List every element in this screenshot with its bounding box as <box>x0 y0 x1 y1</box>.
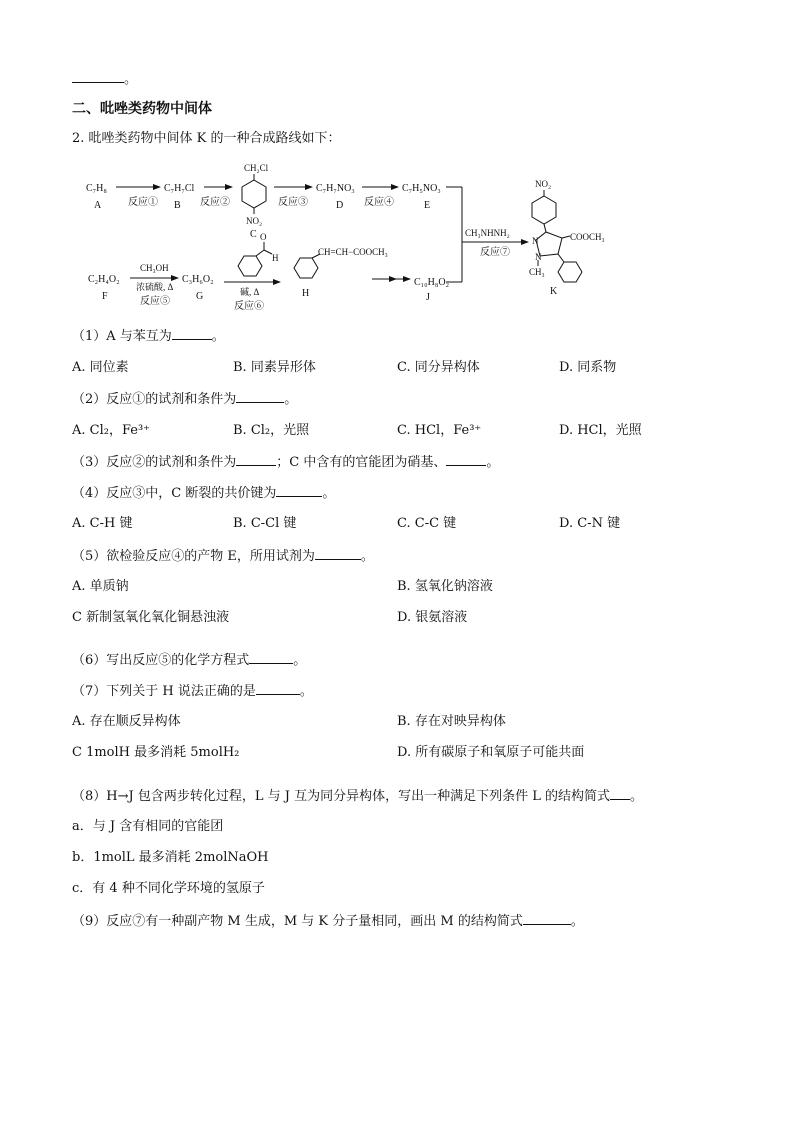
compound-b-label: B <box>174 200 181 211</box>
reaction-6-label: 反应⑥ <box>234 301 264 312</box>
compound-e-formula: C₇H₅NO₃ <box>402 183 441 194</box>
q1-option-d[interactable]: D. 同系物 <box>559 360 617 375</box>
compound-k-ester: COOCH₃ <box>570 232 605 242</box>
benzene-ring-h <box>294 258 318 278</box>
question-part-3: （3）反应②的试剂和条件为 ；C 中含有的官能团为硝基、 。 <box>72 455 500 470</box>
q7-option-a[interactable]: A. 存在顺反异构体 <box>72 714 181 729</box>
question-part-6: （6）写出反应⑤的化学方程式 。 <box>72 653 307 668</box>
q1-option-a[interactable]: A. 同位素 <box>72 360 129 375</box>
compound-k-n2: N <box>535 252 542 262</box>
q8-condition-a: a．与 J 含有相同的官能团 <box>72 819 224 834</box>
q2-option-c[interactable]: C. HCl，Fe³⁺ <box>397 423 482 438</box>
q4-option-a[interactable]: A. C-H 键 <box>72 516 133 531</box>
q2-option-a[interactable]: A. Cl₂，Fe³⁺ <box>72 423 151 438</box>
question-part-8: （8）H→J 包含两步转化过程，L 与 J 互为同分异构体，写出一种满足下列条件 L 的结构简式 。 <box>72 789 643 804</box>
answer-blank <box>315 547 361 560</box>
compound-g-formula: C₃H₆O₂ <box>182 274 214 285</box>
answer-blank <box>446 453 486 466</box>
reaction-5-label: 反应⑤ <box>140 296 170 307</box>
reaction-3-label: 反应③ <box>278 197 308 208</box>
reaction-6-condition: 碱, Δ <box>240 287 260 297</box>
reaction-5-reagent: CH₃OH <box>140 263 169 273</box>
q5-option-a[interactable]: A. 单质钠 <box>72 579 129 594</box>
q4-option-b[interactable]: B. C-Cl 键 <box>233 516 297 531</box>
benzene-ring-k-top <box>532 196 556 224</box>
question-number: 2. <box>72 131 85 146</box>
q4-option-c[interactable]: C. C-C 键 <box>397 516 457 531</box>
compound-d-formula: C₇H₇NO₃ <box>316 183 355 194</box>
answer-blank <box>72 70 124 83</box>
q8-condition-c: c．有 4 种不同化学环境的氢原子 <box>72 881 265 896</box>
benzaldehyde-ring <box>238 256 262 276</box>
answer-blank <box>523 912 571 925</box>
compound-c-ch2cl: CH₂Cl <box>244 163 269 173</box>
benzene-ring-c <box>242 180 266 208</box>
compound-c-no2: NO₂ <box>246 216 263 226</box>
compound-j-label: J <box>426 292 430 303</box>
top-answer-line: 。 <box>72 70 137 89</box>
q5-option-b[interactable]: B. 氢氧化钠溶液 <box>397 579 493 594</box>
q7-option-d[interactable]: D. 所有碳原子和氧原子可能共面 <box>397 745 585 760</box>
answer-blank <box>236 453 276 466</box>
answer-blank <box>276 484 322 497</box>
compound-f-formula: C₂H₄O₂ <box>88 274 120 285</box>
reaction-7-reagent: CH₃NHNH₂ <box>465 228 510 238</box>
q2-option-d[interactable]: D. HCl，光照 <box>559 423 642 438</box>
answer-blank <box>256 682 300 695</box>
reaction-4-label: 反应④ <box>364 197 394 208</box>
benzene-ring-k-bottom <box>558 262 582 282</box>
question-part-5: （5）欲检验反应④的产物 E，所用试剂为 。 <box>72 549 374 564</box>
aldehyde-oxygen: O <box>260 232 267 242</box>
q4-option-d[interactable]: D. C-N 键 <box>559 516 621 531</box>
compound-e-label: E <box>424 200 431 211</box>
q1-option-b[interactable]: B. 同素异形体 <box>233 360 316 375</box>
reaction-2-label: 反应② <box>200 197 230 208</box>
compound-c-label: C <box>250 229 257 240</box>
question-part-2: （2）反应①的试剂和条件为 。 <box>72 392 298 407</box>
answer-blank <box>172 327 212 340</box>
section-title: 二、吡唑类药物中间体 <box>72 101 212 117</box>
q8-condition-b: b．1molL 最多消耗 2molNaOH <box>72 850 269 865</box>
answer-blank <box>249 651 293 664</box>
question-part-4: （4）反应③中，C 断裂的共价键为 。 <box>72 486 336 501</box>
compound-k-label: K <box>550 286 558 297</box>
reaction-7-label: 反应⑦ <box>480 247 510 258</box>
compound-d-label: D <box>336 200 344 211</box>
q1-option-c[interactable]: C. 同分异构体 <box>397 360 480 375</box>
compound-j-formula: C₁₀H₈O₂ <box>414 277 450 288</box>
compound-k-methyl: CH₃ <box>529 267 545 277</box>
compound-a-formula: C₇H₈ <box>86 183 107 194</box>
synthesis-route-diagram <box>80 158 620 326</box>
compound-h-chain: CH=CH−COOCH₃ <box>318 247 388 257</box>
answer-blank <box>236 390 284 403</box>
q7-option-c[interactable]: C 1molH 最多消耗 5molH₂ <box>72 745 240 760</box>
compound-f-label: F <box>102 291 108 302</box>
reaction-1-label: 反应① <box>128 197 158 208</box>
compound-k-no2: NO₂ <box>535 179 552 189</box>
q7-option-b[interactable]: B. 存在对映异构体 <box>397 714 506 729</box>
compound-k-n1: N <box>532 236 539 246</box>
q5-option-d[interactable]: D. 银氨溶液 <box>397 610 468 625</box>
question-intro <box>72 130 341 148</box>
q2-option-b[interactable]: B. Cl₂，光照 <box>233 423 310 438</box>
answer-blank <box>610 787 630 800</box>
compound-h-label: H <box>302 288 310 299</box>
compound-a-label: A <box>94 200 102 211</box>
reaction-5-condition: 浓硫酸, Δ <box>136 282 174 292</box>
question-intro-text: 吡唑类药物中间体 K 的一种合成路线如下： <box>88 131 341 146</box>
question-part-1: （1）A 与苯互为 。 <box>72 329 225 344</box>
question-part-7: （7）下列关于 H 说法正确的是 。 <box>72 684 313 699</box>
question-part-9: （9）反应⑦有一种副产物 M 生成，M 与 K 分子量相同，画出 M 的结构简式 。 <box>72 914 584 929</box>
compound-b-formula: C₇H₇Cl <box>164 183 195 194</box>
compound-g-label: G <box>196 291 204 302</box>
aldehyde-hydrogen: H <box>272 253 279 263</box>
q5-option-c[interactable]: C 新制氢氧化氧化铜悬浊液 <box>72 610 230 625</box>
